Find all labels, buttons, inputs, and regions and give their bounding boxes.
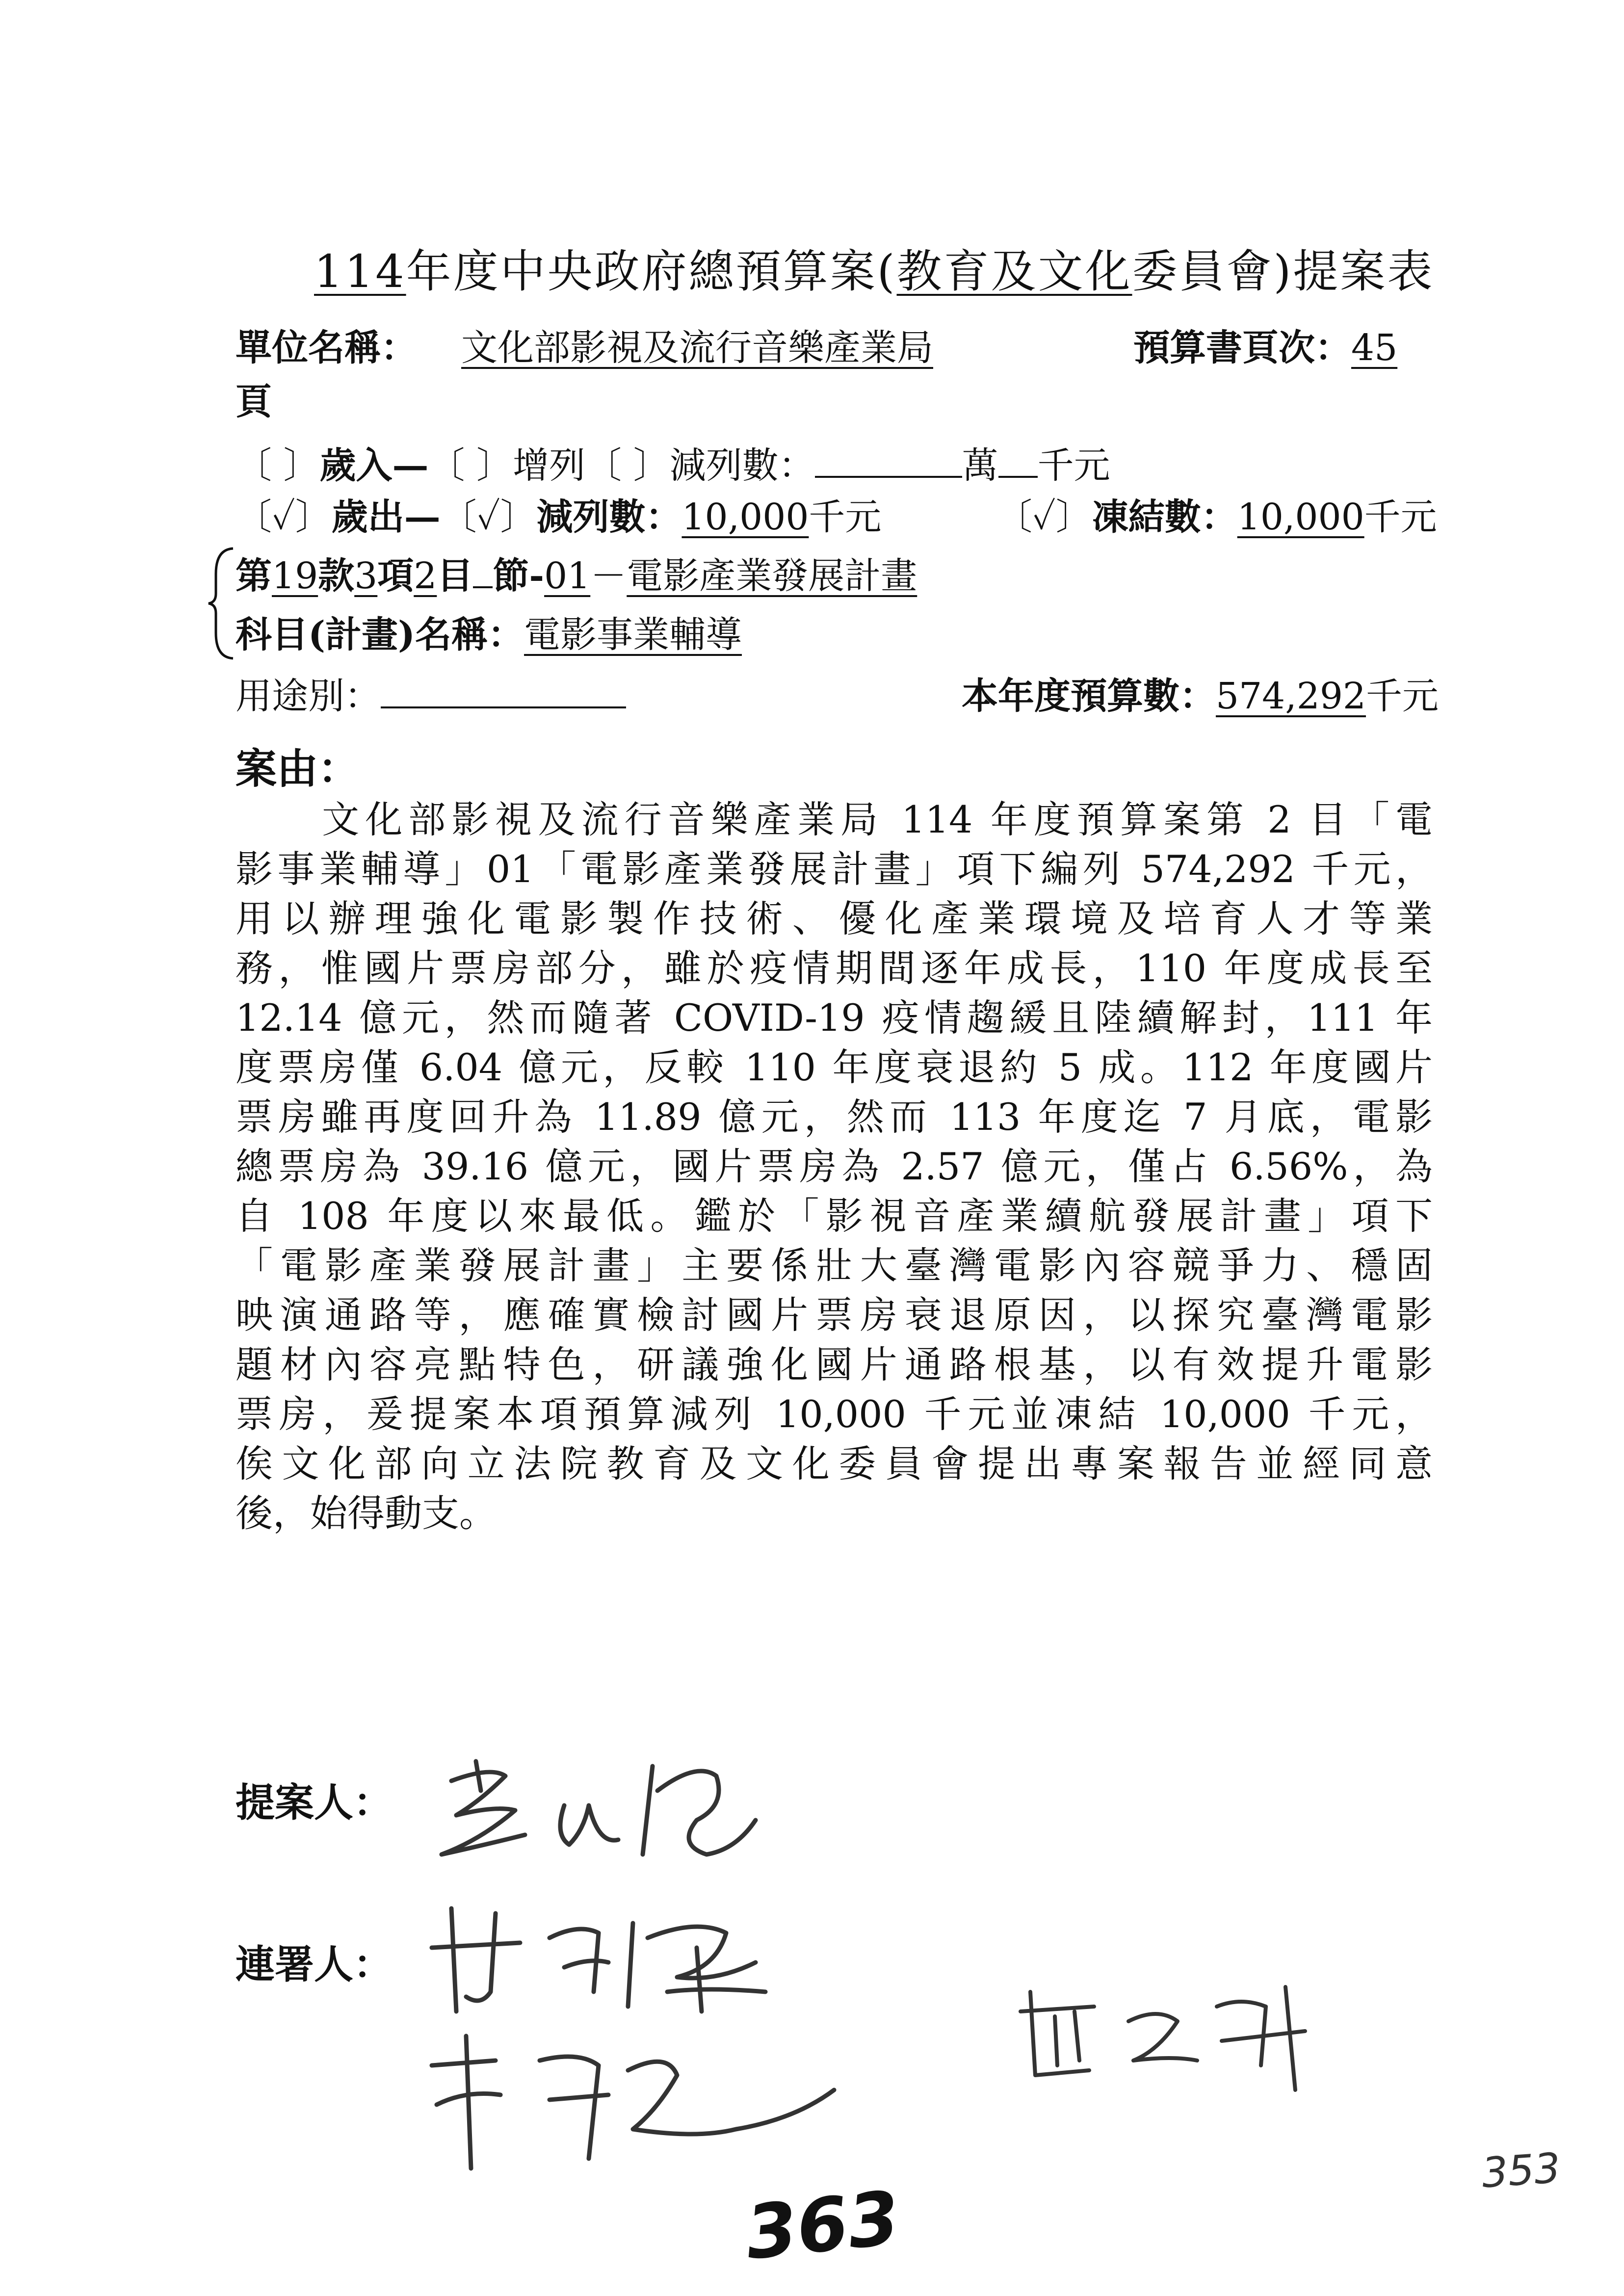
title-part2: 委員會)提案表 [1132, 245, 1435, 298]
reason-heading: 案由： [236, 744, 360, 793]
reason-line: 自 108 年度以來最低。鑑於「影視音產業續航發展計畫」項下 [236, 1194, 1433, 1238]
title-part1: 年度中央政府總預算案( [406, 245, 897, 298]
revenue-checkbox: 〔 〕 [236, 444, 320, 487]
budget-unit: 千元 [1366, 675, 1439, 717]
freeze-checkbox: 〔✓〕 [996, 496, 1092, 538]
cosigner-label: 連署人： [236, 1941, 393, 1987]
reason-line: 俟文化部向立法院教育及文化委員會提出專案報告並經同意 [236, 1442, 1433, 1486]
unit-value: 文化部影視及流行音樂產業局 [461, 327, 933, 369]
expense-line [236, 488, 881, 540]
revenue-qian-label: 千元 [1037, 444, 1110, 487]
reason-line: 影事業輔導」01「電影產業發展計畫」項下編列 574,292 千元， [236, 847, 1433, 891]
expense-decrease-unit: 千元 [809, 496, 882, 538]
usage-blank [381, 706, 626, 708]
reason-line: 「電影產業發展計畫」主要係壯大臺灣電影內容競爭力、穩固 [236, 1244, 1433, 1287]
expense-checkbox: 〔✓〕 [236, 496, 332, 538]
handwritten-page-number-right: 353 [1480, 2143, 1562, 2197]
section-p3: 項 [377, 555, 414, 597]
section-line [236, 547, 917, 599]
revenue-wan-label: 萬 [962, 444, 998, 487]
reason-line: 映演通路等，應確實檢討國片票房衰退原因，以探究臺灣電影 [236, 1293, 1433, 1337]
page-ref [1133, 319, 1397, 371]
bracket-mark [206, 545, 236, 662]
revenue-amount-blank [815, 476, 962, 478]
freeze-value: 10,000 [1237, 496, 1364, 538]
section-jie: 01 [544, 555, 591, 597]
revenue-decrease-label: 減列數： [669, 444, 815, 487]
section-p2: 款 [318, 555, 355, 597]
reason-line: 票房，爰提案本項預算減列 10,000 千元並凍結 10,000 千元， [236, 1392, 1433, 1436]
unit-row [236, 319, 1070, 371]
freeze-line [996, 488, 1437, 540]
freeze-unit: 千元 [1364, 496, 1437, 538]
page-ref-label: 預算書頁次： [1133, 327, 1351, 369]
reason-line: 度票房僅 6.04 億元，反較 110 年度衰退約 5 成。112 年度國片 [236, 1045, 1433, 1089]
reason-line: 務，惟國片票房部分，雖於疫情期間逐年成長，110 年度成長至 [236, 946, 1433, 990]
cosigner-signature-1 [422, 1894, 795, 2021]
revenue-line [236, 437, 1110, 489]
revenue-label: 歲入— [319, 444, 429, 487]
section-p4: 目 [437, 555, 473, 597]
reason-line: 總票房為 39.16 億元，國片票房為 2.57 億元，僅占 6.56%，為 [236, 1145, 1433, 1188]
expense-label: 歲出— [331, 496, 441, 538]
revenue-qian-blank [998, 476, 1038, 478]
item-value: 電影事業輔導 [524, 614, 742, 656]
reason-line: 票房雖再度回升為 11.89 億元，然而 113 年度迄 7 月底，電影 [236, 1095, 1433, 1139]
section-p5: 節- [493, 555, 545, 597]
cosigner-signature-2 [422, 2031, 952, 2178]
freeze-label: 凍結數： [1092, 496, 1237, 538]
section-blank [473, 586, 493, 588]
reason-line: 題材內容亮點特色，研議強化國片通路根基，以有效提升電影 [236, 1343, 1433, 1386]
expense-decrease-value: 10,000 [681, 496, 809, 538]
section-p6: － [590, 555, 627, 597]
page-ref-value: 45 [1351, 327, 1398, 369]
revenue-decrease-checkbox: 〔 〕 [585, 444, 670, 487]
budget-line [962, 667, 1439, 719]
usage-label: 用途別： [236, 675, 381, 717]
title-year: 114 [314, 245, 406, 298]
revenue-increase-checkbox: 〔 〕 [428, 444, 513, 487]
reason-body [236, 795, 1433, 1538]
budget-value: 574,292 [1216, 675, 1366, 717]
reason-line: 12.14 億元，然而隨著 COVID-19 疫情趨緩且陸續解封，111 年 [236, 996, 1433, 1040]
reason-line: 後，始得動支。 [236, 1491, 497, 1535]
proposer-signature [422, 1747, 775, 1874]
section-p1: 第 [236, 555, 272, 597]
section-xiang: 3 [354, 555, 378, 597]
page-title [314, 235, 1434, 300]
reason-line: 用以辦理強化電影製作技術、優化產業環境及培育人才等業 [236, 897, 1433, 940]
item-line [236, 606, 742, 658]
budget-label: 本年度預算數： [962, 675, 1216, 717]
revenue-increase-label: 增列 [513, 444, 586, 487]
handwritten-page-number-bottom: 363 [741, 2175, 904, 2276]
cosigner-signature-3 [1011, 1977, 1325, 2095]
unit-label: 單位名稱： [236, 327, 417, 369]
item-label: 科目(計畫)名稱： [236, 614, 524, 656]
usage-line [236, 667, 626, 719]
section-name: 電影產業發展計畫 [627, 555, 917, 597]
page-ref-unit: 頁 [236, 381, 272, 423]
expense-decrease-label: 減列數： [536, 496, 682, 538]
reason-line: 文化部影視及流行音樂產業局 114 年度預算案第 2 目「電 [236, 798, 1433, 841]
section-mu: 2 [414, 555, 437, 597]
section-kuan: 19 [272, 555, 318, 597]
title-committee: 教育及文化 [896, 245, 1132, 298]
expense-decrease-checkbox: 〔✓〕 [440, 496, 537, 538]
proposer-label: 提案人： [236, 1779, 393, 1826]
